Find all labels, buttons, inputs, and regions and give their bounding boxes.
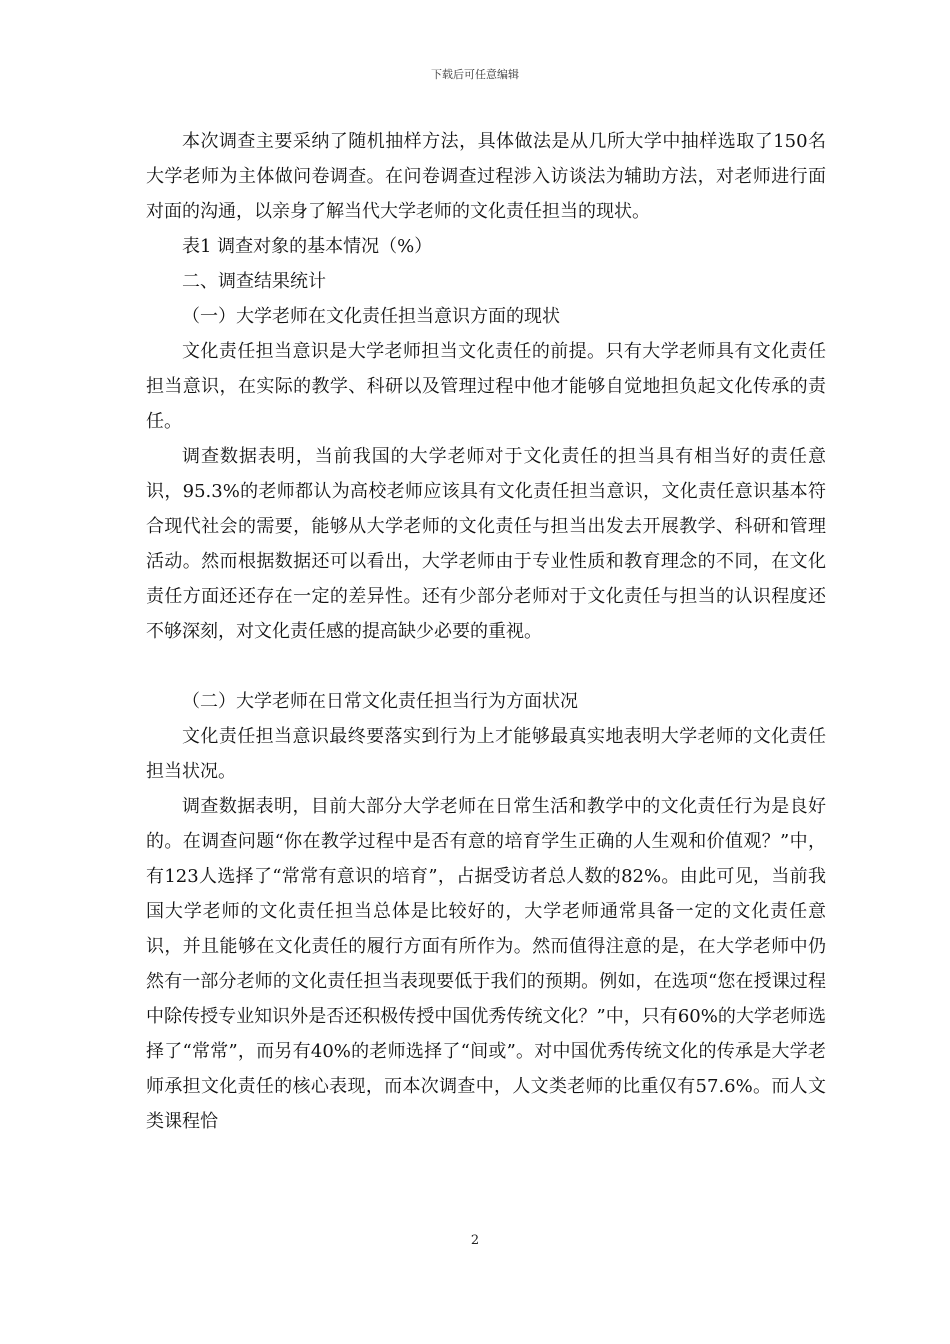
- document-body: [146, 124, 826, 1139]
- section-heading: 二、调查结果统计: [182, 271, 326, 292]
- paragraph-behavior: 文化责任担当意识最终要落实到行为上才能够最真实地表明大学老师的文化责任担当状况。: [146, 726, 826, 782]
- paragraph-behavior-data: 调查数据表明，目前大部分大学老师在日常生活和教学中的文化责任行为是良好的。在调查问题“你在教学过程中是否有意的培育学生正确的人生观和价值观？”中，有123人选择了“常常有意识的培育”，占据受访者总人数的82%。由此可见，当前我国大学老师的文化责任担当总体是比较好的，大学老师通常具备一定的文化责任意识，并且能够在文化责任的履行方面有所作为。然而值得注意的是，在大学老师中仍然有一部分老师的文化责任担当表现要低于我们的预期。例如，在选项“您在授课过程中除传授专业知识外是否还积极传授中国优秀传统文化？”中，只有60%的大学老师选择了“常常”，而另有40%的老师选择了“间或”。对中国优秀传统文化的传承是大学老师承担文化责任的核心表现，而本次调查中，人文类老师的比重仅有57.6%。而人文类课程恰: [146, 796, 826, 1132]
- page-header: 下载后可任意编辑: [431, 68, 519, 81]
- subsection-heading: （二）大学老师在日常文化责任担当行为方面状况: [182, 691, 578, 712]
- paragraph-awareness: 文化责任担当意识是大学老师担当文化责任的前提。只有大学老师具有文化责任担当意识，在实际的教学、科研以及管理过程中他才能够自觉地担负起文化传承的责任。: [146, 341, 826, 432]
- table-caption: 表1 调查对象的基本情况（%）: [182, 236, 433, 257]
- page-number: 2: [470, 1233, 480, 1248]
- subsection-heading: （一）大学老师在文化责任担当意识方面的现状: [182, 306, 560, 327]
- paragraph-survey-method: 本次调查主要采纳了随机抽样方法，具体做法是从几所大学中抽样选取了150名大学老师为主体做问卷调查。在问卷调查过程涉入访谈法为辅助方法，对老师进行面对面的沟通，以亲身了解当代大学老师的文化责任担当的现状。: [146, 131, 826, 222]
- paragraph-awareness-data: 调查数据表明，当前我国的大学老师对于文化责任的担当具有相当好的责任意识，95.3%的老师都认为高校老师应该具有文化责任担当意识，文化责任意识基本符合现代社会的需要，能够从大学老师的文化责任与担当出发去开展教学、科研和管理活动。然而根据数据还可以看出，大学老师由于专业性质和教育理念的不同，在文化责任方面还还存在一定的差异性。还有少部分老师对于文化责任与担当的认识程度还不够深刻，对文化责任感的提高缺少必要的重视。: [146, 446, 826, 642]
